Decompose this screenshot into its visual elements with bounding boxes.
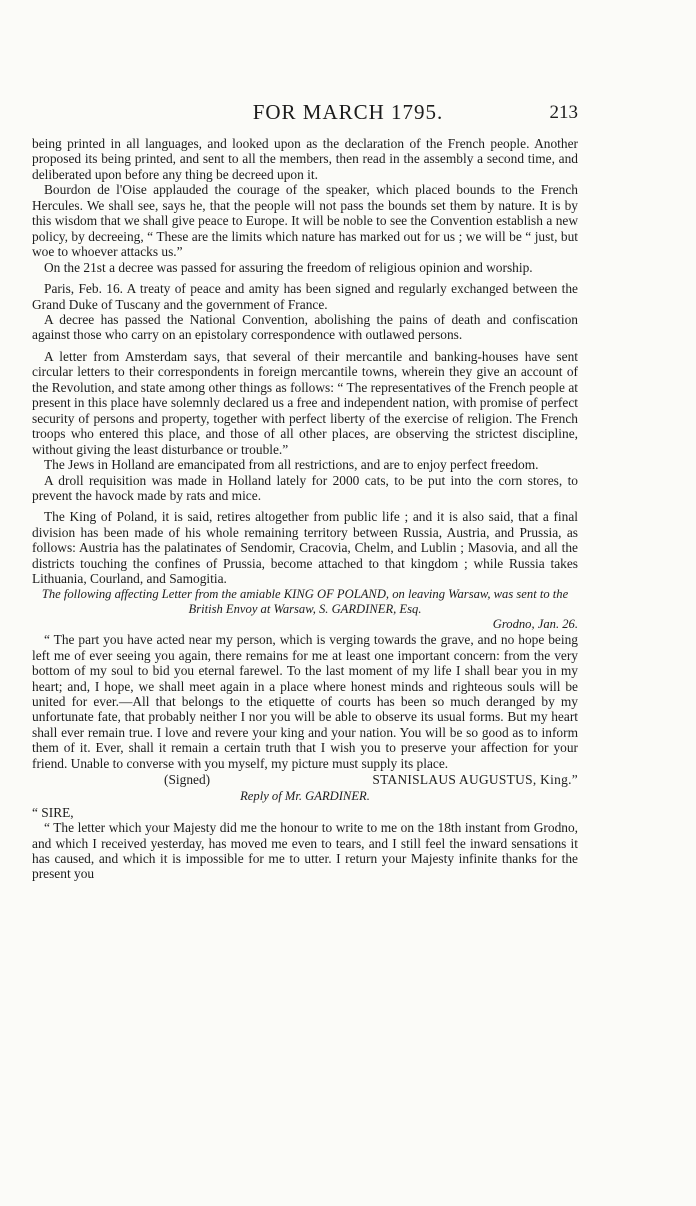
signature-line xyxy=(32,772,578,788)
signature: STANISLAUS AUGUSTUS, King.” xyxy=(372,772,578,788)
letter-text: “ The part you have acted near my person, which is verging towards the grave, and no hope being left me of ever seeing you again, there remains for me at least one important concern: from the very bottom of my soul to bid you eternal farewel. To the last moment of my life I shall bear you in my heart; and, I hope, we shall meet again in a place where honest minds and righteous souls will be united for ever.—All that belongs to the etiquette of courts has been so much deranged by my unfortunate fate, that probably neither I nor you will be able to observe its usual forms. But my heart shall ever remain true. I love and revere your king and your nation. You will be so good as to inform them of it. Ever, shall it remain a certain truth that I wish you to preserve your affection for your friend. Unable to converse with you myself, my picture must supply its place. xyxy=(32,632,578,771)
page-number: 213 xyxy=(549,102,578,123)
paragraph: being printed in all languages, and looked upon as the declaration of the French people. Another proposed its being printed, and sent to all the members, then read in the assembly a second time, and deliberated upon before any thing be decreed upon it. xyxy=(32,136,578,182)
page-header xyxy=(0,100,696,128)
paragraph: A letter from Amsterdam says, that several of their mercantile and banking-houses have sent circular letters to their correspondents in foreign mercantile towns, wherein they give an account of the Revolution, and state among other things as follows: “ The representatives of the French people at present in this place have solemnly declared us a free and independent nation, with promise of perfect security of persons and property, together with perfect liberty of the exercise of religion. The French troops who entered this place, and those of all other places, are observing the strictest discipline, without giving the least disturbance or trouble.” xyxy=(32,348,578,457)
reply-salutation: “ SIRE, xyxy=(32,804,74,820)
paragraph: Paris, Feb. 16. A treaty of peace and amity has been signed and regularly exchanged between the Grand Duke of Tuscany and the government of France. xyxy=(32,281,578,312)
paragraph: Bourdon de l'Oise applauded the courage of the speaker, which placed bounds to the French Hercules. We shall see, says he, that the people will not pass the bounds set them by nature. It is by this wisdom that we shall give peace to Europe. It will be noble to see the Convention establish a new policy, by decreeing, “ These are the limits which nature has marked out for us ; we will be “ just, but woe to whoever attacks us.” xyxy=(32,182,578,260)
paragraph: A droll requisition was made in Holland lately for 2000 cats, to be put into the corn stores, to prevent the havock made by rats and mice. xyxy=(32,472,578,503)
reply-text: “ The letter which your Majesty did me the honour to write to me on the 18th instant from Grodno, and which I received yesterday, has moved me even to tears, and I still feel the inward sensations it has caused, and which it is impossible for me to utter. I return your Majesty infinite thanks for the present you xyxy=(32,820,578,882)
letter-dateline: Grodno, Jan. 26. xyxy=(492,616,578,631)
paragraph: A decree has passed the National Convention, abolishing the pains of death and confiscation against those who carry on an epistolary correspondence with outlawed persons. xyxy=(32,311,578,343)
article-body xyxy=(32,136,578,882)
paragraph: On the 21st a decree was passed for assuring the freedom of religious opinion and worship. xyxy=(44,259,533,275)
paragraph: The King of Poland, it is said, retires altogether from public life ; and it is also said, that a final division has been made of his whole remaining territory between Russia, Austria, and Prussia, as follows: Austria has the palatinates of Sendomir, Cracovia, Chelm, and Lublin ; Masovia, and all the districts touching the confines of Prussia, become attached to that kingdom ; while Russia takes Lithuania, Courland, and Samogitia. xyxy=(32,509,578,587)
paragraph: The Jews in Holland are emancipated from all restrictions, and are to enjoy perfect freedom. xyxy=(44,457,539,473)
letter-caption: The following affecting Letter from the amiable KING OF POLAND, on leaving Warsaw, was sent to the British Envoy at Warsaw, S. GARDINER, Esq. xyxy=(41,586,569,616)
reply-heading: Reply of Mr. GARDINER. xyxy=(240,789,370,804)
running-title: FOR MARCH 1795. xyxy=(252,100,444,124)
signed-label: (Signed) xyxy=(164,772,211,788)
